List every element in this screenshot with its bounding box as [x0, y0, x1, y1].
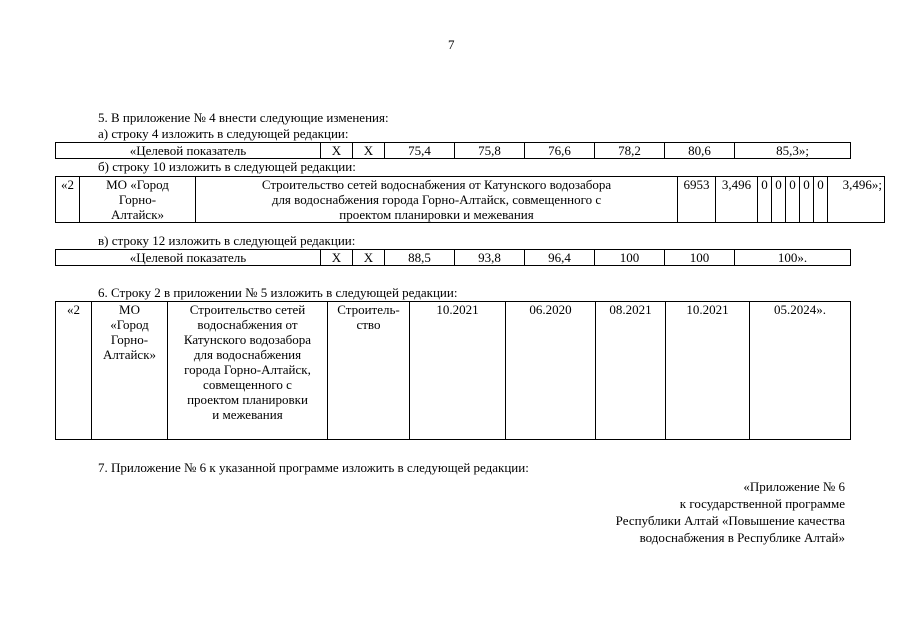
table-cell: 100: [665, 250, 735, 266]
appendix5-row-table: [55, 301, 851, 440]
desc-line: и межевания: [212, 407, 283, 422]
appendix-caption-line: к государственной программе: [679, 496, 845, 511]
table-row: [56, 250, 851, 266]
section5-item-c: в) строку 12 изложить в следующей редакции:: [98, 233, 356, 248]
table-cell: 75,8: [455, 143, 525, 159]
section5-heading: 5. В приложение № 4 внести следующие изменения:: [98, 110, 389, 125]
table-cell: 100: [595, 250, 665, 266]
table-row: [56, 177, 885, 223]
row4-table: [55, 142, 851, 159]
table-cell: [196, 177, 678, 223]
appendix-caption-line: Республики Алтай «Повышение качества: [615, 513, 845, 528]
table-cell: 05.2024».: [750, 302, 851, 440]
table-cell: 3,496: [716, 177, 758, 223]
table-cell: [328, 302, 410, 440]
appendix-caption-line: водоснабжения в Республике Алтай»: [639, 530, 845, 545]
section5-item-b: б) строку 10 изложить в следующей редакции:: [98, 159, 356, 174]
row12-table: [55, 249, 851, 266]
table-cell: 08.2021: [596, 302, 666, 440]
table-cell: 80,6: [665, 143, 735, 159]
table-cell: X: [353, 143, 385, 159]
table-cell: 85,3»;: [735, 143, 851, 159]
table-cell: 10.2021: [410, 302, 506, 440]
table-row: [56, 143, 851, 159]
table-cell: «Целевой показатель: [56, 143, 321, 159]
mo-line: Горно-: [118, 192, 157, 207]
table-row: [56, 302, 851, 440]
table-cell: 0: [814, 177, 828, 223]
mo-line: «Город: [110, 317, 149, 332]
desc-line: для водоснабжения: [193, 347, 302, 362]
table-cell: X: [353, 250, 385, 266]
table-cell: 93,8: [455, 250, 525, 266]
table-cell: «2: [56, 177, 80, 223]
desc-line: Строительство сетей: [189, 302, 306, 317]
section7-heading: 7. Приложение № 6 к указанной программе изложить в следующей редакции:: [98, 460, 529, 475]
table-cell: «2: [56, 302, 92, 440]
desc-line: города Горно-Алтайск,: [184, 362, 311, 377]
mo-line: Горно-: [110, 332, 149, 347]
table-cell: X: [321, 250, 353, 266]
table-cell: 76,6: [525, 143, 595, 159]
mo-line: МО: [119, 302, 140, 317]
appendix-caption-line: «Приложение № 6: [743, 479, 845, 494]
row10-table: [55, 176, 885, 223]
page-number: 7: [448, 37, 455, 52]
section5-item-a: а) строку 4 изложить в следующей редакции:: [98, 126, 349, 141]
desc-line: совмещенного с: [203, 377, 292, 392]
section6-heading: 6. Строку 2 в приложении № 5 изложить в следующей редакции:: [98, 285, 458, 300]
desc-line: водоснабжения от: [197, 317, 298, 332]
table-cell: 88,5: [385, 250, 455, 266]
table-cell: 06.2020: [506, 302, 596, 440]
table-cell: 10.2021: [666, 302, 750, 440]
desc-line: Катунского водозабора: [183, 332, 312, 347]
table-cell: 100».: [735, 250, 851, 266]
desc-line: Строительство сетей водоснабжения от Катунского водозабора: [261, 177, 612, 192]
table-cell: 3,496»;: [828, 177, 885, 223]
table-cell: [92, 302, 168, 440]
table-cell: [168, 302, 328, 440]
mo-line: Алтайск»: [110, 207, 165, 222]
table-cell: 6953: [678, 177, 716, 223]
table-cell: 78,2: [595, 143, 665, 159]
type-line: ство: [356, 317, 381, 332]
mo-line: Алтайск»: [102, 347, 157, 362]
desc-line: проектом планировки и межевания: [339, 207, 534, 222]
desc-line: для водоснабжения города Горно-Алтайск, совмещенного с: [271, 192, 602, 207]
table-cell: X: [321, 143, 353, 159]
table-cell: [80, 177, 196, 223]
table-cell: 75,4: [385, 143, 455, 159]
table-cell: 0: [800, 177, 814, 223]
desc-line: проектом планировки: [187, 392, 308, 407]
table-cell: 0: [786, 177, 800, 223]
table-cell: 0: [772, 177, 786, 223]
type-line: Строитель-: [337, 302, 400, 317]
table-cell: 0: [758, 177, 772, 223]
table-cell: 96,4: [525, 250, 595, 266]
mo-line: МО «Город: [106, 177, 169, 192]
table-cell: «Целевой показатель: [56, 250, 321, 266]
